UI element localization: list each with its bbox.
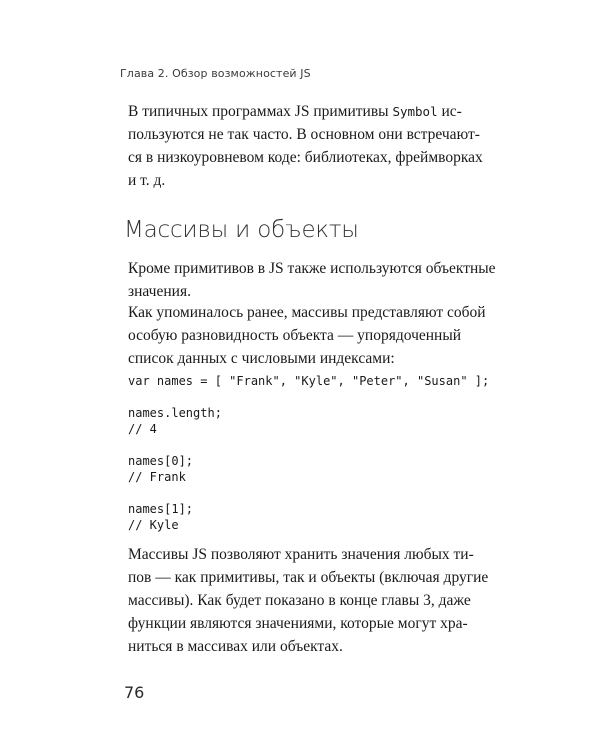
code-group bbox=[128, 453, 489, 485]
text-line: пользуются не так часто. В основном они встречают- bbox=[128, 126, 480, 143]
paragraph-primitives bbox=[128, 257, 496, 303]
paragraph-symbol bbox=[128, 100, 483, 192]
code-line: var names = [ "Frank", "Kyle", "Peter", "Susan" ]; bbox=[128, 374, 490, 388]
code-line: names.length; bbox=[128, 406, 222, 420]
code-line: names[1]; bbox=[128, 502, 194, 516]
text-line: особую разновидность объекта — упорядоченный bbox=[128, 327, 462, 344]
paragraph-arrays-intro bbox=[128, 301, 486, 370]
page-number: 76 bbox=[124, 683, 145, 702]
code-group bbox=[128, 373, 489, 389]
code-comment: // Frank bbox=[128, 470, 186, 484]
text-line: и т. д. bbox=[128, 172, 166, 189]
text-line: ниться в массивах или объектах. bbox=[128, 638, 343, 655]
text-line: В типичных программах JS примитивы Symbol ис- bbox=[128, 103, 462, 120]
code-comment: // Kyle bbox=[128, 518, 179, 532]
text-line: Массивы JS позволяют хранить значения любых ти- bbox=[128, 546, 474, 563]
text-line: массивы). Как будет показано в конце главы 3, даже bbox=[128, 592, 471, 609]
code-comment: // 4 bbox=[128, 422, 157, 436]
code-block bbox=[128, 373, 489, 549]
text-line: список данных с числовыми индексами: bbox=[128, 350, 395, 367]
code-group bbox=[128, 405, 489, 437]
text-line: значения. bbox=[128, 283, 191, 300]
section-heading: Массивы и объекты bbox=[124, 217, 359, 243]
text-line: Как упоминалось ранее, массивы представляют собой bbox=[128, 304, 486, 321]
running-head: Глава 2. Обзор возможностей JS bbox=[120, 67, 311, 80]
text-line: ся в низкоуровневом коде: библиотеках, фреймворках bbox=[128, 149, 483, 166]
text-line: Кроме примитивов в JS также используются объектные bbox=[128, 260, 496, 277]
code-group bbox=[128, 501, 489, 533]
text-line: функции являются значениями, которые могут хра- bbox=[128, 615, 468, 632]
text-line: пов — как примитивы, так и объекты (включая другие bbox=[128, 569, 489, 586]
inline-code-symbol: Symbol bbox=[392, 104, 438, 119]
paragraph-arrays-values bbox=[128, 543, 489, 658]
code-line: names[0]; bbox=[128, 454, 194, 468]
